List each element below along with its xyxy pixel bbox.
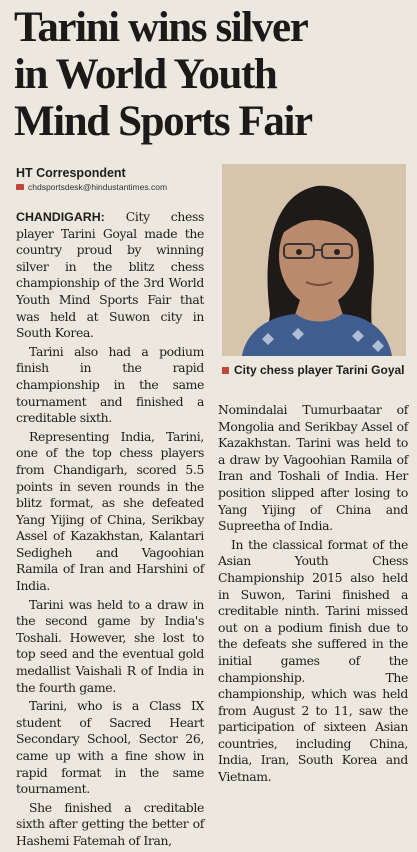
article-paragraph: Tarini also had a podium finish in the rapid championship in the same tournament and finished a creditable sixth. [16,343,204,426]
headline-line-3: Mind Sports Fair [14,98,312,145]
byline [16,165,206,193]
headline-line-1: Tarini wins silver [14,4,308,51]
dateline: CHANDIGARH: [16,210,105,224]
byline-email-row [16,181,206,193]
portrait-illustration [222,164,406,356]
article-paragraph: In the classical format of the Asian Youth Chess Championship 2015 also held in Suwon, Tarini finished a creditable ninth. Tarini missed out on a podium finish due to the defeats she suffered in the initial games of the championship. The championship, which was held from August 2 to 11, saw the participation of sixteen Asian countries, including China, India, Iran, South Korea and Vietnam. [218,536,408,785]
byline-email: chdsportsdesk@hindustantimes.com [28,182,168,192]
article-paragraph: Nomindalai Tumurbaatar of Mongolia and Serikbay Assel of Kazakhstan. Tarini was held to a draw by Vagoohian Ramila of Iran and Toshali of India. Her position slipped after losing to Yang Yijing of China and Supreetha of India. [218,402,408,534]
byline-author: HT Correspondent [16,166,126,180]
paragraph-text: City chess player Tarini Goyal made the country proud by winning silver in the blitz chess championship of the 3rd World Youth Mind Sports Fair that was held at Suwon city in South Korea. [16,209,204,341]
article-paragraph: She finished a creditable sixth after getting the better of Hashemi Fatemah of Iran, [16,799,204,848]
article-column-right [218,402,408,788]
square-bullet-icon [222,367,229,374]
headline [14,4,409,145]
envelope-icon [16,184,24,190]
photo-caption [222,362,408,378]
article-paragraph: Tarini, who is a Class IX student of Sacred Heart Secondary School, Sector 26, came up with a fine show in rapid format in the same tournament. [16,698,204,797]
article-column-left [16,209,204,852]
headline-line-2: in World Youth [14,51,277,98]
player-photo [222,164,406,356]
article-paragraph [16,209,204,342]
article-paragraph: Tarini was held to a draw in the second game by India's Toshali. However, she lost to top seed and the eventual gold medallist Vaishali R of India in the fourth game. [16,596,204,695]
caption-text: City chess player Tarini Goyal [234,363,405,377]
article-paragraph: Representing India, Tarini, one of the top chess players from Chandigarh, scored 5.5 points in seven rounds in the blitz format, as she defeated Yang Yijing of China, Serikbay Assel of Kazakhstan, Kalantari Sedigheh and Vagoohian Ramila of Iran and Harshini of India. [16,428,204,594]
